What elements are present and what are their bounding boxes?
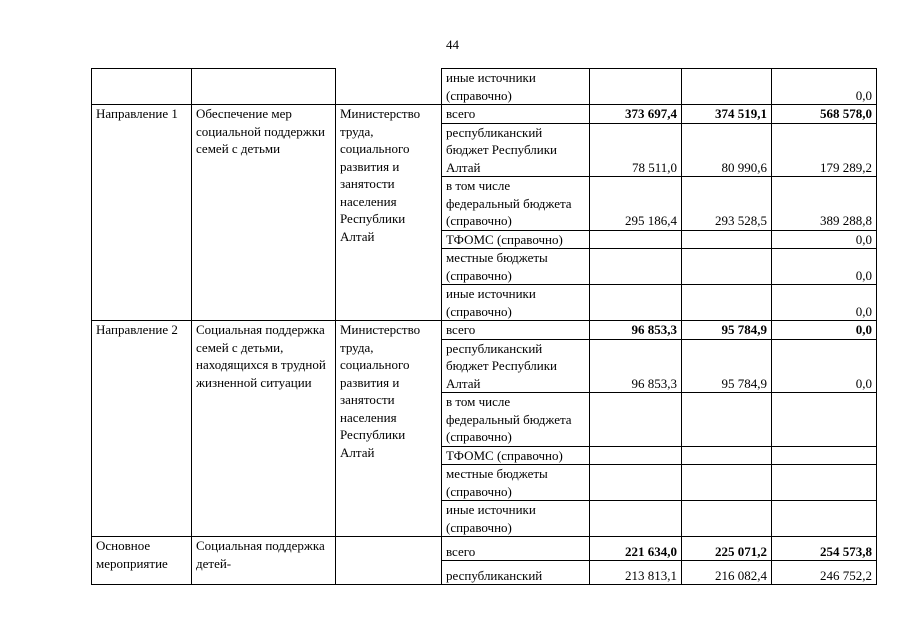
source-cell: в том числе федеральный бюджета (справочно) bbox=[442, 177, 590, 231]
source-cell: в том числе федеральный бюджета (справочно) bbox=[442, 393, 590, 447]
value-cell: 225 071,2 bbox=[682, 537, 772, 561]
value-cell: 95 784,9 bbox=[682, 339, 772, 393]
value-cell: 295 186,4 bbox=[590, 177, 682, 231]
value-cell: 254 573,8 bbox=[772, 537, 877, 561]
activity-code: Основное мероприятие bbox=[92, 537, 192, 585]
value-cell: 246 752,2 bbox=[772, 561, 877, 585]
direction-name: Обеспечение мер социальной поддержки семей с детьми bbox=[192, 105, 336, 321]
value-cell bbox=[682, 446, 772, 465]
value-cell: 0,0 bbox=[772, 69, 877, 105]
value-cell: 80 990,6 bbox=[682, 123, 772, 177]
value-cell bbox=[590, 285, 682, 321]
value-cell: 0,0 bbox=[772, 321, 877, 340]
source-cell: иные источники (справочно) bbox=[442, 69, 590, 105]
value-cell bbox=[590, 465, 682, 501]
value-cell bbox=[682, 393, 772, 447]
value-cell: 96 853,3 bbox=[590, 321, 682, 340]
value-cell: 96 853,3 bbox=[590, 339, 682, 393]
source-cell: всего bbox=[442, 105, 590, 124]
value-cell: 568 578,0 bbox=[772, 105, 877, 124]
executor-cell-empty bbox=[336, 537, 442, 585]
direction-code: Направление 2 bbox=[92, 321, 192, 537]
page-number: 44 bbox=[446, 37, 459, 52]
table-row bbox=[92, 537, 877, 561]
source-cell: всего bbox=[442, 537, 590, 561]
source-cell: республиканский бюджет Республики Алтай bbox=[442, 123, 590, 177]
value-cell: 221 634,0 bbox=[590, 537, 682, 561]
value-cell: 179 289,2 bbox=[772, 123, 877, 177]
direction-name: Социальная поддержка семей с детьми, находящихся в трудной жизненной ситуации bbox=[192, 321, 336, 537]
source-cell: иные источники (справочно) bbox=[442, 285, 590, 321]
value-cell: 78 511,0 bbox=[590, 123, 682, 177]
value-cell bbox=[682, 285, 772, 321]
table-row bbox=[92, 321, 877, 340]
direction-code: Направление 1 bbox=[92, 105, 192, 321]
value-cell: 216 082,4 bbox=[682, 561, 772, 585]
value-cell bbox=[590, 249, 682, 285]
value-cell bbox=[682, 230, 772, 249]
value-cell bbox=[590, 393, 682, 447]
source-cell: республиканский bbox=[442, 561, 590, 585]
source-cell: республиканский бюджет Республики Алтай bbox=[442, 339, 590, 393]
value-cell: 374 519,1 bbox=[682, 105, 772, 124]
budget-table bbox=[91, 68, 877, 585]
value-cell: 0,0 bbox=[772, 285, 877, 321]
table-row bbox=[92, 69, 877, 105]
value-cell: 389 288,8 bbox=[772, 177, 877, 231]
value-cell bbox=[682, 465, 772, 501]
value-cell bbox=[590, 230, 682, 249]
name-cell-empty bbox=[192, 69, 336, 105]
value-cell bbox=[772, 465, 877, 501]
value-cell bbox=[772, 501, 877, 537]
value-cell bbox=[590, 69, 682, 105]
value-cell: 0,0 bbox=[772, 339, 877, 393]
value-cell: 213 813,1 bbox=[590, 561, 682, 585]
value-cell: 0,0 bbox=[772, 230, 877, 249]
value-cell: 373 697,4 bbox=[590, 105, 682, 124]
source-cell: местные бюджеты (справочно) bbox=[442, 249, 590, 285]
value-cell bbox=[682, 501, 772, 537]
value-cell: 0,0 bbox=[772, 249, 877, 285]
executor-name: Министерство труда, социального развития и занятости населения Республики Алтай bbox=[336, 105, 442, 321]
source-cell: ТФОМС (справочно) bbox=[442, 446, 590, 465]
value-cell bbox=[772, 446, 877, 465]
executor-name: Министерство труда, социального развития и занятости населения Республики Алтай bbox=[336, 321, 442, 537]
value-cell: 95 784,9 bbox=[682, 321, 772, 340]
table-row bbox=[92, 105, 877, 124]
source-cell: иные источники (справочно) bbox=[442, 501, 590, 537]
activity-name: Социальная поддержка детей- bbox=[192, 537, 336, 585]
value-cell bbox=[682, 69, 772, 105]
value-cell bbox=[682, 249, 772, 285]
value-cell bbox=[772, 393, 877, 447]
source-cell: местные бюджеты (справочно) bbox=[442, 465, 590, 501]
value-cell: 293 528,5 bbox=[682, 177, 772, 231]
executor-cell-empty bbox=[336, 69, 442, 105]
value-cell bbox=[590, 446, 682, 465]
source-cell: ТФОМС (справочно) bbox=[442, 230, 590, 249]
value-cell bbox=[590, 501, 682, 537]
source-cell: всего bbox=[442, 321, 590, 340]
code-cell-empty bbox=[92, 69, 192, 105]
